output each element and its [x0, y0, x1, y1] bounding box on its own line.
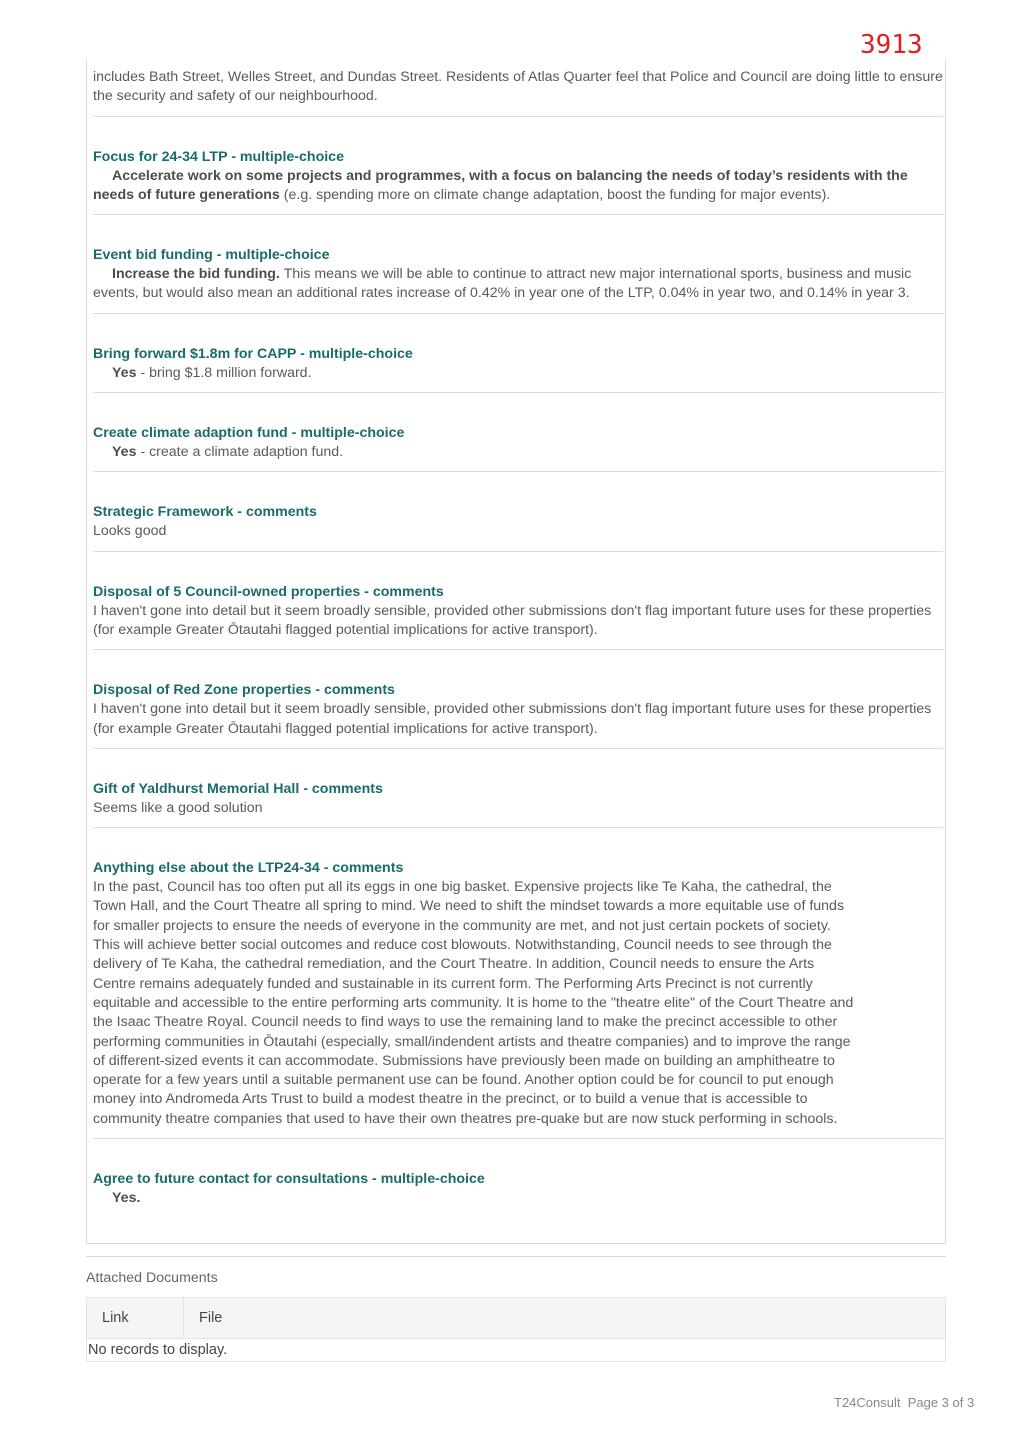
question-answer — [93, 443, 943, 462]
question-capp — [93, 344, 943, 383]
answer-bold: Yes. — [112, 1190, 141, 1207]
comment-text: Looks good — [93, 523, 167, 540]
question-title: Disposal of Red Zone properties - comments — [93, 682, 395, 699]
question-title: Gift of Yaldhurst Memorial Hall - comments — [93, 780, 383, 797]
comment-text: Seems like a good solution — [93, 799, 263, 816]
comment-text: In the past, Council has too often put all its eggs in one big basket. Expensive projects like Te Kaha, the cathedral, the Town Hall, and the Court Theatre all spring to mind. We need to shift the mindset towards a more equitable use of funds for smaller projects to ensure the needs of everyone in the community are met, and not just certain pockets of society. This will achieve better social outcomes and reduce cost blowouts. Notwithstanding, Council needs to see through the delivery of Te Kaha, the cathedral remediation, and the Court Theatre. In addition, Council needs to ensure the Arts Centre remains adequately funded and sustainable in its current form. The Performing Arts Precinct is not currently equitable and accessible to the entire performing arts community. It is home to the "theatre elite" of the Court Theatre and the Isaac Theatre Royal. Council needs to find ways to use the remaining land to make the precinct accessible to other performing communities in Ōtautahi (especially, small/indendent artists and theatre companies) and to improve the range of different-sized events it can accommodate. Submissions have previously been made on building an amphitheatre to operate for a few years until a suitable permanent use can be found. Another option could be for council to put enough money into Andromeda Arts Trust to build a modest theatre in the precinct, or to build a venue that is accessible to community theatre companies that used to have their own theatres pre-quake but are now stuck performing in schools. — [93, 879, 854, 1127]
submission-content — [93, 68, 943, 1208]
question-title: Create climate adaption fund - multiple-choice — [93, 425, 405, 442]
question-title: Strategic Framework - comments — [93, 504, 317, 521]
page-number: 3913 — [860, 30, 923, 60]
divider — [93, 1138, 943, 1139]
answer-rest: - create a climate adaption fund. — [136, 444, 344, 461]
answer-rest: (e.g. spending more on climate change adaptation, boost the funding for major events). — [279, 186, 831, 203]
question-title: Disposal of 5 Council-owned properties - comments — [93, 583, 444, 600]
comment-text: I haven't gone into detail but it seem broadly sensible, provided other submissions don't flag important future uses for these properties (for example Greater Ōtautahi flagged potential implications for active transport). — [93, 602, 932, 638]
column-header-file[interactable]: File — [199, 1310, 223, 1326]
empty-table-message: No records to display. — [88, 1342, 228, 1358]
divider — [86, 1256, 946, 1257]
question-climate-fund — [93, 423, 943, 462]
answer-bold: Accelerate work on some projects and programmes, with a focus on balancing the needs of today’s residents with the needs of future generations — [93, 167, 908, 203]
question-answer — [93, 364, 943, 383]
divider — [93, 471, 943, 472]
answer-bold: Yes — [112, 444, 137, 461]
divider — [93, 392, 943, 393]
comment-text: I haven't gone into detail but it seem broadly sensible, provided other submissions don't flag important future uses for these properties (for example Greater Ōtautahi flagged potential implications for active transport). — [93, 701, 932, 737]
question-title: Agree to future contact for consultations - multiple-choice — [93, 1171, 485, 1188]
page-footer: T24Consult Page 3 of 3 — [834, 1395, 975, 1410]
intro-text: includes Bath Street, Welles Street, and Dundas Street. Residents of Atlas Quarter feel that Police and Council are doing little to ensure the security and safety of our neighbourhood. — [93, 69, 943, 105]
question-anything-else — [93, 858, 943, 1129]
question-future-contact — [93, 1169, 943, 1208]
question-answer — [93, 167, 943, 206]
question-focus — [93, 147, 943, 206]
divider — [93, 313, 943, 314]
divider — [93, 748, 943, 749]
attached-documents-table — [86, 1297, 946, 1362]
answer-bold: Yes — [112, 364, 137, 381]
answer-rest: This means we will be able to continue to attract new major international sports, business and music events, but would also mean an additional rates increase of 0.42% in year one of the LTP, 0.04% in year two, and 0.14% in year 3. — [93, 266, 912, 302]
question-disposal-properties — [93, 582, 943, 641]
question-strategic-framework — [93, 502, 943, 541]
question-answer — [93, 1189, 943, 1208]
question-title: Event bid funding - multiple-choice — [93, 247, 330, 264]
question-yaldhurst-hall — [93, 779, 943, 818]
divider — [93, 214, 943, 215]
question-answer — [93, 265, 943, 304]
divider — [93, 649, 943, 650]
divider — [93, 116, 943, 117]
question-title: Anything else about the LTP24-34 - comments — [93, 860, 404, 877]
question-event-bid — [93, 245, 943, 304]
column-header-link[interactable]: Link — [87, 1298, 184, 1338]
attached-documents-title: Attached Documents — [86, 1270, 218, 1286]
question-title: Focus for 24-34 LTP - multiple-choice — [93, 148, 344, 165]
divider — [93, 827, 943, 828]
question-red-zone — [93, 680, 943, 739]
table-header — [87, 1298, 945, 1339]
answer-rest: - bring $1.8 million forward. — [136, 364, 312, 381]
divider — [93, 551, 943, 552]
answer-bold: Increase the bid funding. — [112, 266, 280, 283]
question-title: Bring forward $1.8m for CAPP - multiple-choice — [93, 345, 413, 362]
